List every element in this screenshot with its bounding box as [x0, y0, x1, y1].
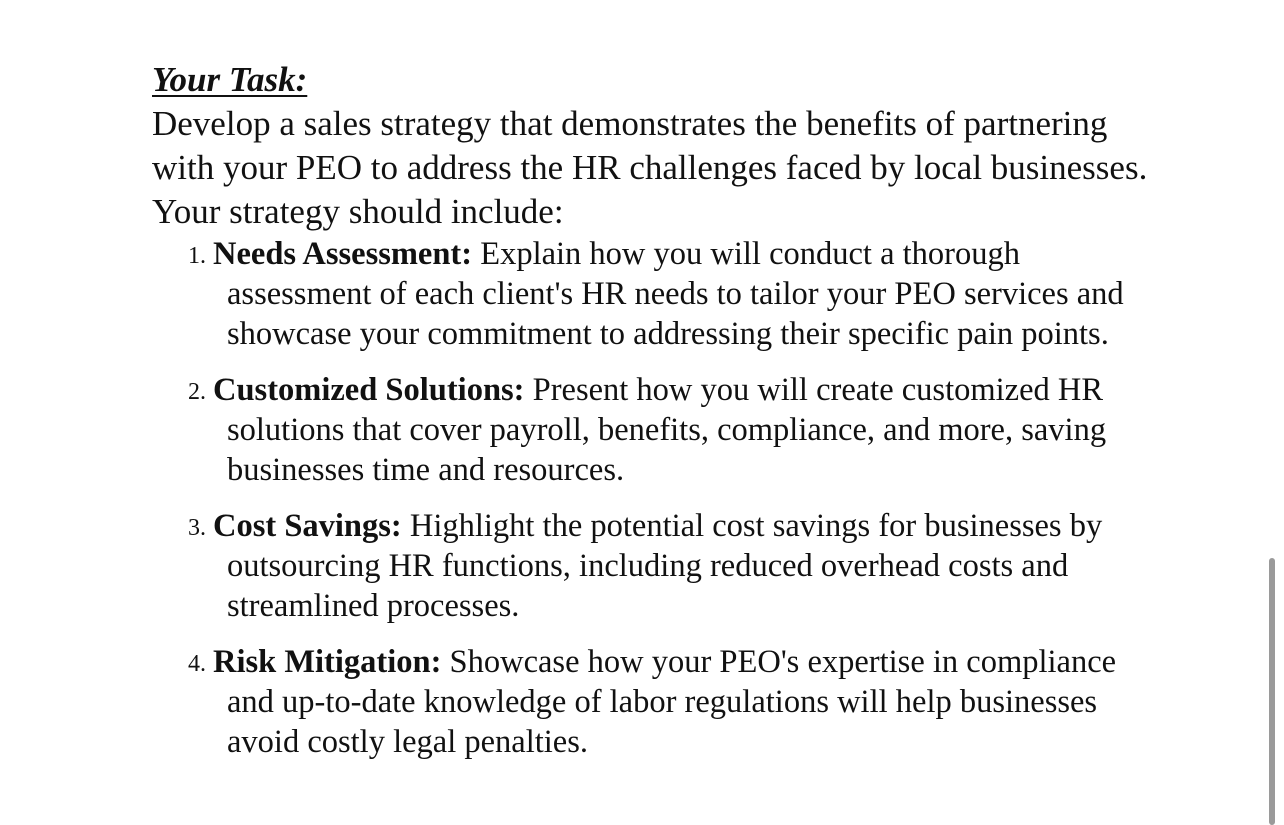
- list-number: 3.: [188, 515, 206, 541]
- item-text: Explain how you will conduct a thorough assessment of each client's HR needs to tailor your PEO services and showcase your commitment to addressing their specific pain points.: [227, 236, 1124, 352]
- item-text: Highlight the potential cost savings for businesses by outsourcing HR functions, including reduced overhead costs and streamlined processes.: [227, 508, 1103, 624]
- item-text: Present how you will create customized HR solutions that cover payroll, benefits, compliance, and more, saving businesses time and resources.: [227, 372, 1107, 488]
- list-number: 4.: [188, 651, 206, 677]
- task-intro: Develop a sales strategy that demonstrates the benefits of partnering with your PEO to address the HR challenges faced by local businesses. Your strategy should include:: [152, 104, 1148, 231]
- strategy-list: [152, 234, 1152, 762]
- task-heading: Your Task:: [152, 60, 308, 99]
- task-content: [152, 58, 1152, 762]
- list-item: [152, 506, 1137, 626]
- scrollbar-thumb[interactable]: [1269, 558, 1275, 825]
- list-number: 2.: [188, 379, 206, 405]
- list-item: [152, 234, 1137, 354]
- list-item: [152, 370, 1137, 490]
- list-number: 1.: [188, 243, 206, 269]
- item-label: Risk Mitigation:: [213, 644, 442, 680]
- item-label: Needs Assessment:: [213, 236, 473, 272]
- item-label: Cost Savings:: [213, 508, 402, 544]
- item-label: Customized Solutions:: [213, 372, 525, 408]
- list-item: [152, 642, 1137, 762]
- item-text: Showcase how your PEO's expertise in compliance and up-to-date knowledge of labor regulations will help businesses avoid costly legal penalties.: [227, 644, 1117, 760]
